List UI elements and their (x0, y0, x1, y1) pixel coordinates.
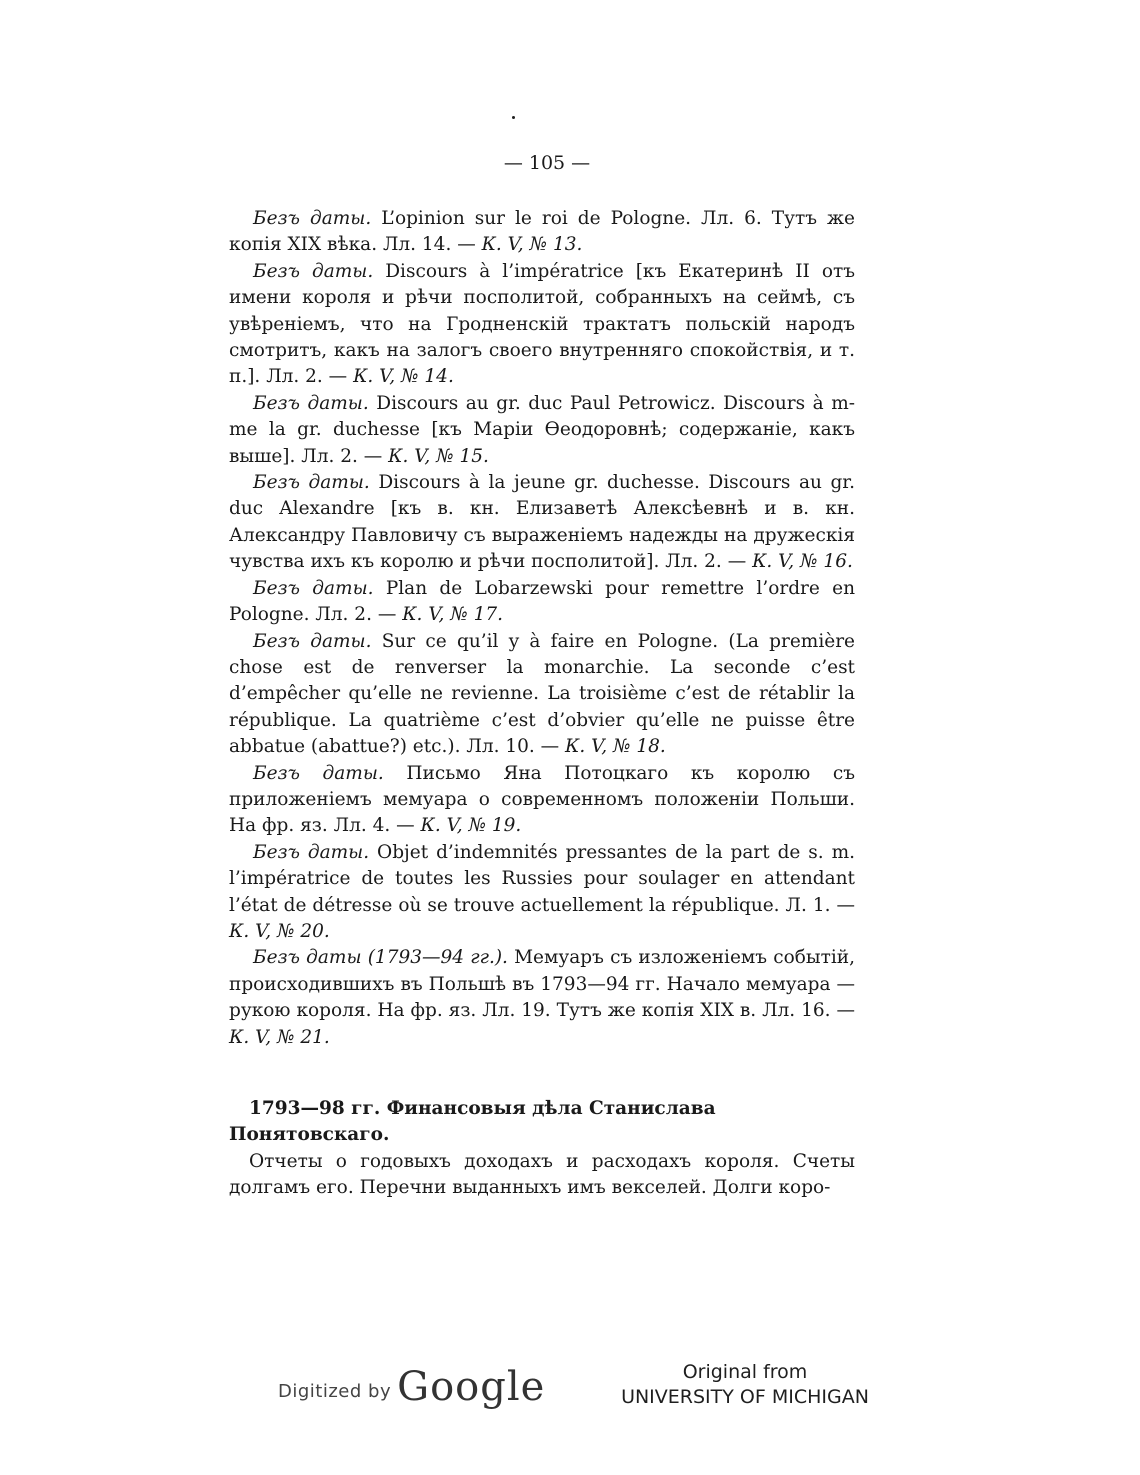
entry-item (229, 761, 855, 840)
source-credit (600, 1360, 890, 1410)
section-heading: 1793—98 гг. Финансовыя дѣла Станислава Понятовскаго. (229, 1098, 716, 1146)
entry-ref: К. V, № 15. (388, 445, 489, 467)
entry-item (229, 576, 855, 629)
entry-item (229, 945, 855, 1051)
entry-item (229, 840, 855, 946)
entry-text: Мемуаръ съ изложеніемъ событій, происходившихъ въ Польшѣ въ 1793—94 гг. Начало мемуара — рукою короля. На фр. яз. Лл. 19. Тутъ же копія XIX в. Лл. 16. — (229, 947, 855, 1022)
google-watermark (278, 1360, 545, 1410)
entry-ref: К. V, № 14. (353, 366, 454, 388)
entry-ref: К. V, № 16. (752, 551, 853, 573)
university-label: UNIVERSITY OF MICHIGAN (621, 1386, 869, 1408)
entry-ref: К. V, № 13. (481, 234, 583, 256)
entry-ref: К. V, № 21. (229, 1026, 330, 1048)
section-block (229, 1096, 855, 1202)
entry-date: Безъ даты. (253, 841, 370, 863)
entry-text: Discours au gr. duc Paul Petrowicz. Discours à m-me la gr. duchesse [къ Маріи Ѳеодоровнѣ; содержаніе, какъ выше]. Лл. 2. — (229, 392, 855, 467)
entry-item (229, 206, 855, 259)
entry-text: Objet d’indemnités pressantes de la part de s. m. l’impératrice de toutes les Russies pour soulager en attendant l’état de détresse où se trouve actuellement la république. Л. 1. — (229, 841, 855, 916)
entry-item (229, 629, 855, 761)
google-logo: Google (397, 1364, 546, 1410)
entry-date: Безъ даты (1793—94 гг.). (253, 947, 508, 969)
entry-text: Discours à l’impératrice [къ Екатеринѣ II отъ имени короля и рѣчи посполитой, собранныхъ на сеймѣ, съ увѣреніемъ, что на Гродненскій трактатъ польскій народъ смотритъ, какъ на залогъ своего внутренняго спокойствія, и т. п.]. Лл. 2. — (229, 260, 855, 388)
page-dot-mark (512, 116, 515, 119)
entry-text: Письмо Яна Потоцкаго къ королю съ приложеніемъ мемуара о современномъ положеніи Польши. На фр. яз. Лл. 4. — (229, 762, 855, 837)
entry-item (229, 391, 855, 470)
entry-ref: К. V, № 17. (402, 604, 504, 626)
entry-item (229, 259, 855, 391)
entry-date: Безъ даты. (253, 472, 370, 494)
entry-ref: К. V, № 19. (420, 815, 522, 837)
entry-ref: К. V, № 20. (229, 920, 330, 942)
entry-date: Безъ даты. (253, 208, 372, 229)
entry-date: Безъ даты. (253, 260, 374, 282)
original-from-label: Original from (682, 1361, 808, 1383)
entry-date: Безъ даты. (253, 762, 384, 784)
section-text: Отчеты о годовыхъ доходахъ и расходахъ короля. Счеты долгамъ его. Перечни выданныхъ имъ векселей. Долги коро- (229, 1150, 855, 1199)
entry-date: Безъ даты. (253, 577, 374, 599)
entry-ref: К. V, № 18. (565, 736, 666, 758)
entry-date: Безъ даты. (253, 392, 369, 414)
entry-text: Plan de Lobarzewski pour remettre l’ordre en Pologne. Лл. 2. — (229, 577, 855, 626)
entry-text: Discours à la jeune gr. duchesse. Discours au gr. duc Alexandre [къ в. кн. Елизаветѣ Алексѣевнѣ и в. кн. Александру Павловичу съ выраженіемъ надежды на дружескія чувства ихъ къ королю и рѣчи посполитой]. Лл. 2. — (229, 472, 855, 573)
entry-text: L’opinion sur le roi de Pologne. Лл. 6. Тутъ же копія XIX вѣка. Лл. 14. — (229, 208, 855, 256)
entries-list (229, 206, 855, 1051)
digitized-by-label: Digitized by (278, 1381, 392, 1402)
page-number: — 105 — (503, 152, 591, 174)
entry-item (229, 470, 855, 576)
entry-text: Sur ce qu’il y à faire en Pologne. (La première chose est de renverser la monarchie. La seconde c’est d’empêcher qu’elle ne revienne. La troisième c’est de rétablir la république. La quatrième c’est d’obvier qu’elle ne puisse être abbatue (abattue?) etc.). Лл. 10. — (229, 630, 855, 758)
entry-date: Безъ даты. (253, 630, 372, 652)
